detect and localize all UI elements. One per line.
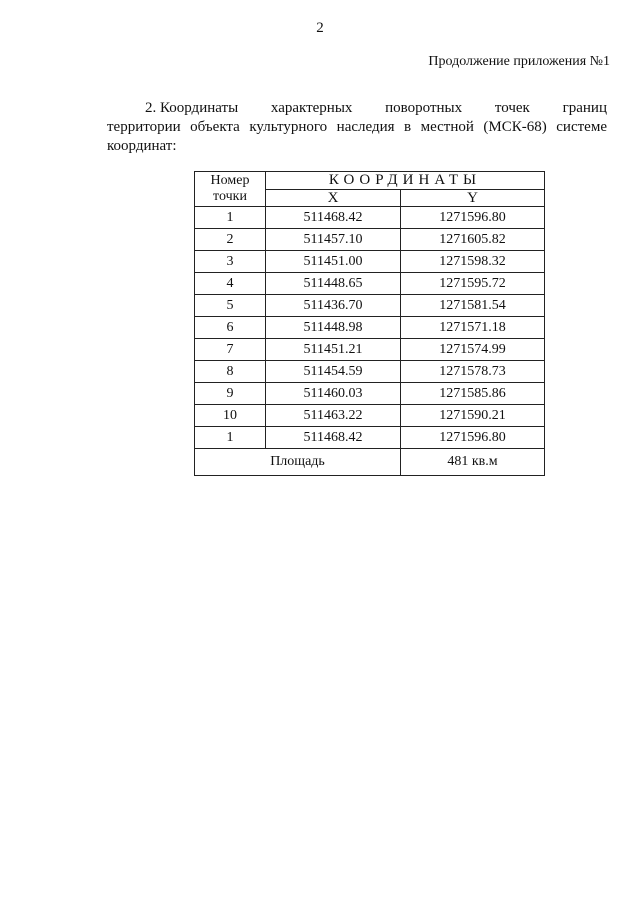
point-number-header — [195, 172, 266, 207]
point-number-cell: 1 — [195, 207, 266, 229]
x-coordinate-cell: 511436.70 — [266, 295, 401, 317]
coordinates-table — [194, 171, 545, 476]
table-row — [195, 383, 545, 405]
table-row — [195, 207, 545, 229]
page-number: 2 — [316, 20, 324, 36]
paragraph-word: границ — [562, 100, 607, 116]
table-row — [195, 317, 545, 339]
area-value: 481 кв.м — [401, 449, 545, 476]
point-number-cell: 7 — [195, 339, 266, 361]
paragraph-word: характерных — [270, 100, 353, 116]
paragraph-word: системе — [556, 119, 607, 135]
table-row — [195, 427, 545, 449]
coordinates-header: КООРДИНАТЫ — [266, 172, 545, 190]
point-number-cell: 8 — [195, 361, 266, 383]
appendix-note: Продолжение приложения №1 — [428, 54, 610, 69]
paragraph-word: наследия — [336, 119, 395, 135]
y-coordinate-cell: 1271590.21 — [401, 405, 545, 427]
paragraph-word: местной — [420, 119, 474, 135]
x-coordinate-cell: 511457.10 — [266, 229, 401, 251]
y-coordinate-cell: 1271595.72 — [401, 273, 545, 295]
y-coordinate-cell: 1271574.99 — [401, 339, 545, 361]
point-number-cell: 6 — [195, 317, 266, 339]
table-row — [195, 229, 545, 251]
paragraph-line-1 — [107, 99, 607, 118]
x-coordinate-cell: 511468.42 — [266, 427, 401, 449]
point-number-cell: 4 — [195, 273, 266, 295]
y-coordinate-cell: 1271596.80 — [401, 207, 545, 229]
area-label: Площадь — [195, 449, 401, 476]
x-coordinate-cell: 511451.21 — [266, 339, 401, 361]
table-row — [195, 339, 545, 361]
x-coordinate-cell: 511468.42 — [266, 207, 401, 229]
point-number-header-line-1: Номер — [210, 173, 250, 188]
point-number-cell: 1 — [195, 427, 266, 449]
point-number-cell: 9 — [195, 383, 266, 405]
area-row — [195, 449, 545, 476]
x-header: X — [266, 190, 401, 207]
y-coordinate-cell: 1271578.73 — [401, 361, 545, 383]
y-coordinate-cell: 1271571.18 — [401, 317, 545, 339]
y-coordinate-cell: 1271605.82 — [401, 229, 545, 251]
y-coordinate-cell: 1271598.32 — [401, 251, 545, 273]
x-coordinate-cell: 511448.98 — [266, 317, 401, 339]
table-row — [195, 251, 545, 273]
point-number-cell: 5 — [195, 295, 266, 317]
x-coordinate-cell: 511454.59 — [266, 361, 401, 383]
paragraph-line-3: координат: — [107, 138, 177, 154]
paragraph-word: поворотных — [385, 100, 463, 116]
point-number-header-line-2: точки — [213, 189, 247, 204]
table-row — [195, 273, 545, 295]
y-coordinate-cell: 1271581.54 — [401, 295, 545, 317]
paragraph-word: территории — [107, 119, 181, 135]
table-row — [195, 405, 545, 427]
paragraph-line-2 — [107, 118, 607, 137]
y-header: Y — [401, 190, 545, 207]
x-coordinate-cell: 511451.00 — [266, 251, 401, 273]
table-header-row — [195, 172, 545, 190]
x-coordinate-cell: 511463.22 — [266, 405, 401, 427]
paragraph-word: точек — [494, 100, 530, 116]
paragraph-word: в — [404, 119, 412, 135]
paragraph-word: объекта — [190, 119, 240, 135]
x-coordinate-cell: 511448.65 — [266, 273, 401, 295]
table-row — [195, 361, 545, 383]
paragraph-word: культурного — [249, 119, 328, 135]
x-coordinate-cell: 511460.03 — [266, 383, 401, 405]
point-number-cell: 3 — [195, 251, 266, 273]
y-coordinate-cell: 1271585.86 — [401, 383, 545, 405]
table-row — [195, 295, 545, 317]
coordinates-paragraph — [107, 99, 607, 156]
point-number-cell: 10 — [195, 405, 266, 427]
y-coordinate-cell: 1271596.80 — [401, 427, 545, 449]
paragraph-word: (МСК-68) — [483, 119, 547, 135]
point-number-cell: 2 — [195, 229, 266, 251]
paragraph-word: 2. Координаты — [145, 100, 239, 116]
